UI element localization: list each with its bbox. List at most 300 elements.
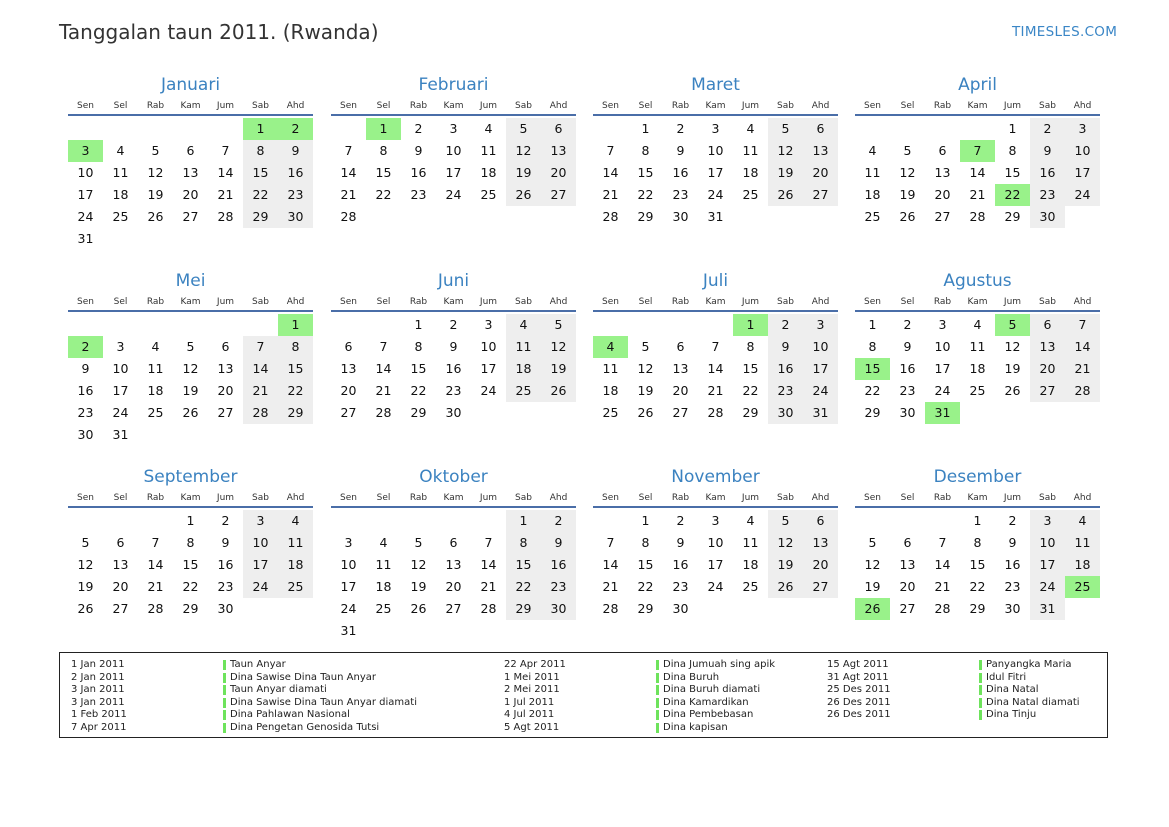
day-cell[interactable]: 9 [541, 532, 576, 554]
day-cell[interactable]: 3 [68, 140, 103, 162]
day-cell[interactable]: 17 [445, 165, 462, 180]
day-cell[interactable]: 31 [77, 231, 94, 246]
day-cell[interactable]: 25 [112, 209, 129, 224]
day-cell[interactable]: 6 [803, 118, 838, 140]
day-cell[interactable]: 1 [414, 317, 423, 332]
day-cell[interactable]: 13 [541, 140, 576, 162]
day-cell[interactable]: 28 [243, 402, 278, 424]
day-cell[interactable]: 4 [746, 513, 755, 528]
day-cell[interactable]: 7 [379, 339, 388, 354]
day-cell[interactable]: 21 [969, 187, 986, 202]
day-cell[interactable]: 22 [742, 383, 759, 398]
day-cell[interactable]: 7 [938, 535, 947, 550]
day-cell[interactable]: 19 [410, 579, 427, 594]
day-cell[interactable]: 7 [344, 143, 353, 158]
day-cell[interactable]: 13 [672, 361, 689, 376]
day-cell[interactable]: 18 [1065, 554, 1100, 576]
day-cell[interactable]: 16 [217, 557, 234, 572]
day-cell[interactable]: 12 [410, 557, 427, 572]
day-cell[interactable]: 16 [672, 557, 689, 572]
day-cell[interactable]: 26 [77, 601, 94, 616]
day-cell[interactable]: 20 [803, 162, 838, 184]
day-cell[interactable]: 23 [1030, 184, 1065, 206]
day-cell[interactable]: 8 [186, 535, 195, 550]
day-cell[interactable]: 15 [506, 554, 541, 576]
day-cell[interactable]: 22 [969, 579, 986, 594]
day-cell[interactable]: 4 [1065, 510, 1100, 532]
day-cell[interactable]: 2 [676, 513, 685, 528]
day-cell[interactable]: 25 [1065, 576, 1100, 598]
day-cell[interactable]: 6 [541, 118, 576, 140]
day-cell[interactable]: 13 [445, 557, 462, 572]
day-cell[interactable]: 14 [934, 557, 951, 572]
day-cell[interactable]: 2 [68, 336, 103, 358]
day-cell[interactable]: 13 [803, 532, 838, 554]
day-cell[interactable]: 23 [1004, 579, 1021, 594]
day-cell[interactable]: 5 [768, 118, 803, 140]
day-cell[interactable]: 6 [1030, 314, 1065, 336]
day-cell[interactable]: 13 [899, 557, 916, 572]
day-cell[interactable]: 27 [112, 601, 129, 616]
day-cell[interactable]: 28 [602, 209, 619, 224]
day-cell[interactable]: 31 [925, 402, 960, 424]
day-cell[interactable]: 20 [445, 579, 462, 594]
day-cell[interactable]: 25 [506, 380, 541, 402]
day-cell[interactable]: 15 [742, 361, 759, 376]
day-cell[interactable]: 19 [864, 579, 881, 594]
day-cell[interactable]: 3 [711, 513, 720, 528]
day-cell[interactable]: 9 [449, 339, 458, 354]
day-cell[interactable]: 4 [506, 314, 541, 336]
day-cell[interactable]: 3 [1030, 510, 1065, 532]
day-cell[interactable]: 2 [768, 314, 803, 336]
day-cell[interactable]: 22 [637, 187, 654, 202]
day-cell[interactable]: 4 [484, 121, 493, 136]
day-cell[interactable]: 21 [1065, 358, 1100, 380]
day-cell[interactable]: 25 [742, 579, 759, 594]
day-cell[interactable]: 27 [803, 576, 838, 598]
day-cell[interactable]: 30 [899, 405, 916, 420]
day-cell[interactable]: 8 [641, 535, 650, 550]
day-cell[interactable]: 17 [707, 165, 724, 180]
day-cell[interactable]: 20 [899, 579, 916, 594]
day-cell[interactable]: 27 [340, 405, 357, 420]
day-cell[interactable]: 29 [742, 405, 759, 420]
day-cell[interactable]: 24 [1065, 184, 1100, 206]
day-cell[interactable]: 22 [506, 576, 541, 598]
day-cell[interactable]: 19 [637, 383, 654, 398]
day-cell[interactable]: 29 [410, 405, 427, 420]
day-cell[interactable]: 10 [707, 143, 724, 158]
day-cell[interactable]: 30 [768, 402, 803, 424]
day-cell[interactable]: 11 [112, 165, 129, 180]
day-cell[interactable]: 29 [1004, 209, 1021, 224]
day-cell[interactable]: 10 [934, 339, 951, 354]
day-cell[interactable]: 9 [1030, 140, 1065, 162]
day-cell[interactable]: 13 [934, 165, 951, 180]
day-cell[interactable]: 1 [186, 513, 195, 528]
day-cell[interactable]: 15 [182, 557, 199, 572]
day-cell[interactable]: 12 [77, 557, 94, 572]
day-cell[interactable]: 5 [186, 339, 195, 354]
day-cell[interactable]: 20 [217, 383, 234, 398]
day-cell[interactable]: 23 [278, 184, 313, 206]
day-cell[interactable]: 18 [112, 187, 129, 202]
day-cell[interactable]: 13 [112, 557, 129, 572]
day-cell[interactable]: 26 [182, 405, 199, 420]
day-cell[interactable]: 2 [449, 317, 458, 332]
day-cell[interactable]: 6 [449, 535, 458, 550]
day-cell[interactable]: 19 [899, 187, 916, 202]
day-cell[interactable]: 22 [375, 187, 392, 202]
day-cell[interactable]: 17 [707, 557, 724, 572]
day-cell[interactable]: 10 [803, 336, 838, 358]
day-cell[interactable]: 4 [278, 510, 313, 532]
day-cell[interactable]: 23 [410, 187, 427, 202]
day-cell[interactable]: 24 [77, 209, 94, 224]
day-cell[interactable]: 29 [243, 206, 278, 228]
day-cell[interactable]: 17 [803, 358, 838, 380]
day-cell[interactable]: 13 [1030, 336, 1065, 358]
day-cell[interactable]: 17 [112, 383, 129, 398]
day-cell[interactable]: 13 [217, 361, 234, 376]
day-cell[interactable]: 3 [1065, 118, 1100, 140]
day-cell[interactable]: 19 [768, 554, 803, 576]
day-cell[interactable]: 28 [340, 209, 357, 224]
day-cell[interactable]: 26 [855, 598, 890, 620]
day-cell[interactable]: 2 [676, 121, 685, 136]
day-cell[interactable]: 22 [410, 383, 427, 398]
day-cell[interactable]: 8 [641, 143, 650, 158]
day-cell[interactable]: 31 [707, 209, 724, 224]
day-cell[interactable]: 17 [1030, 554, 1065, 576]
day-cell[interactable]: 30 [217, 601, 234, 616]
day-cell[interactable]: 20 [340, 383, 357, 398]
day-cell[interactable]: 1 [278, 314, 313, 336]
day-cell[interactable]: 19 [768, 162, 803, 184]
day-cell[interactable]: 28 [969, 209, 986, 224]
day-cell[interactable]: 7 [606, 535, 615, 550]
day-cell[interactable]: 26 [541, 380, 576, 402]
day-cell[interactable]: 19 [77, 579, 94, 594]
day-cell[interactable]: 9 [221, 535, 230, 550]
day-cell[interactable]: 9 [278, 140, 313, 162]
day-cell[interactable]: 19 [147, 187, 164, 202]
day-cell[interactable]: 30 [1004, 601, 1021, 616]
day-cell[interactable]: 2 [278, 118, 313, 140]
day-cell[interactable]: 20 [672, 383, 689, 398]
day-cell[interactable]: 28 [147, 601, 164, 616]
day-cell[interactable]: 18 [147, 383, 164, 398]
day-cell[interactable]: 8 [414, 339, 423, 354]
day-cell[interactable]: 8 [243, 140, 278, 162]
day-cell[interactable]: 22 [864, 383, 881, 398]
day-cell[interactable]: 25 [742, 187, 759, 202]
day-cell[interactable]: 10 [340, 557, 357, 572]
day-cell[interactable]: 6 [676, 339, 685, 354]
day-cell[interactable]: 8 [868, 339, 877, 354]
day-cell[interactable]: 8 [973, 535, 982, 550]
day-cell[interactable]: 2 [414, 121, 423, 136]
day-cell[interactable]: 15 [1004, 165, 1021, 180]
day-cell[interactable]: 17 [480, 361, 497, 376]
day-cell[interactable]: 10 [1065, 140, 1100, 162]
day-cell[interactable]: 30 [278, 206, 313, 228]
day-cell[interactable]: 11 [506, 336, 541, 358]
day-cell[interactable]: 19 [1004, 361, 1021, 376]
day-cell[interactable]: 3 [344, 535, 353, 550]
day-cell[interactable]: 1 [733, 314, 768, 336]
day-cell[interactable]: 8 [506, 532, 541, 554]
day-cell[interactable]: 28 [707, 405, 724, 420]
day-cell[interactable]: 18 [480, 165, 497, 180]
day-cell[interactable]: 14 [602, 165, 619, 180]
day-cell[interactable]: 6 [116, 535, 125, 550]
day-cell[interactable]: 14 [602, 557, 619, 572]
day-cell[interactable]: 14 [969, 165, 986, 180]
day-cell[interactable]: 23 [217, 579, 234, 594]
day-cell[interactable]: 7 [221, 143, 230, 158]
day-cell[interactable]: 30 [1030, 206, 1065, 228]
day-cell[interactable]: 24 [480, 383, 497, 398]
day-cell[interactable]: 16 [278, 162, 313, 184]
day-cell[interactable]: 2 [1030, 118, 1065, 140]
day-cell[interactable]: 11 [602, 361, 619, 376]
day-cell[interactable]: 18 [864, 187, 881, 202]
day-cell[interactable]: 26 [410, 601, 427, 616]
day-cell[interactable]: 25 [278, 576, 313, 598]
day-cell[interactable]: 26 [768, 576, 803, 598]
day-cell[interactable]: 20 [541, 162, 576, 184]
day-cell[interactable]: 1 [868, 317, 877, 332]
day-cell[interactable]: 18 [602, 383, 619, 398]
day-cell[interactable]: 3 [803, 314, 838, 336]
day-cell[interactable]: 18 [742, 165, 759, 180]
day-cell[interactable]: 23 [899, 383, 916, 398]
day-cell[interactable]: 5 [541, 314, 576, 336]
day-cell[interactable]: 10 [445, 143, 462, 158]
day-cell[interactable]: 15 [637, 165, 654, 180]
day-cell[interactable]: 5 [903, 143, 912, 158]
day-cell[interactable]: 29 [969, 601, 986, 616]
day-cell[interactable]: 28 [1065, 380, 1100, 402]
day-cell[interactable]: 21 [243, 380, 278, 402]
day-cell[interactable]: 20 [112, 579, 129, 594]
day-cell[interactable]: 24 [934, 383, 951, 398]
day-cell[interactable]: 12 [506, 140, 541, 162]
day-cell[interactable]: 15 [969, 557, 986, 572]
day-cell[interactable]: 7 [960, 140, 995, 162]
day-cell[interactable]: 24 [803, 380, 838, 402]
day-cell[interactable]: 26 [637, 405, 654, 420]
day-cell[interactable]: 29 [506, 598, 541, 620]
day-cell[interactable]: 7 [484, 535, 493, 550]
day-cell[interactable]: 13 [182, 165, 199, 180]
day-cell[interactable]: 5 [768, 510, 803, 532]
day-cell[interactable]: 19 [182, 383, 199, 398]
day-cell[interactable]: 11 [742, 143, 759, 158]
day-cell[interactable]: 28 [375, 405, 392, 420]
day-cell[interactable]: 10 [112, 361, 129, 376]
day-cell[interactable]: 24 [340, 601, 357, 616]
day-cell[interactable]: 1 [1008, 121, 1017, 136]
day-cell[interactable]: 16 [1004, 557, 1021, 572]
day-cell[interactable]: 1 [506, 510, 541, 532]
day-cell[interactable]: 16 [541, 554, 576, 576]
day-cell[interactable]: 11 [742, 535, 759, 550]
day-cell[interactable]: 3 [938, 317, 947, 332]
day-cell[interactable]: 29 [278, 402, 313, 424]
day-cell[interactable]: 20 [1030, 358, 1065, 380]
day-cell[interactable]: 27 [182, 209, 199, 224]
day-cell[interactable]: 24 [1030, 576, 1065, 598]
day-cell[interactable]: 27 [934, 209, 951, 224]
day-cell[interactable]: 13 [340, 361, 357, 376]
day-cell[interactable]: 15 [855, 358, 890, 380]
day-cell[interactable]: 20 [182, 187, 199, 202]
day-cell[interactable]: 21 [340, 187, 357, 202]
day-cell[interactable]: 21 [707, 383, 724, 398]
day-cell[interactable]: 24 [243, 576, 278, 598]
day-cell[interactable]: 21 [375, 383, 392, 398]
day-cell[interactable]: 18 [742, 557, 759, 572]
day-cell[interactable]: 14 [340, 165, 357, 180]
day-cell[interactable]: 8 [1008, 143, 1017, 158]
day-cell[interactable]: 22 [278, 380, 313, 402]
day-cell[interactable]: 16 [672, 165, 689, 180]
day-cell[interactable]: 21 [480, 579, 497, 594]
day-cell[interactable]: 3 [243, 510, 278, 532]
day-cell[interactable]: 10 [480, 339, 497, 354]
day-cell[interactable]: 26 [506, 184, 541, 206]
day-cell[interactable]: 25 [969, 383, 986, 398]
day-cell[interactable]: 25 [602, 405, 619, 420]
day-cell[interactable]: 27 [899, 601, 916, 616]
day-cell[interactable]: 8 [746, 339, 755, 354]
day-cell[interactable]: 27 [541, 184, 576, 206]
day-cell[interactable]: 12 [864, 557, 881, 572]
day-cell[interactable]: 11 [864, 165, 881, 180]
day-cell[interactable]: 13 [803, 140, 838, 162]
day-cell[interactable]: 11 [480, 143, 497, 158]
day-cell[interactable]: 10 [1030, 532, 1065, 554]
day-cell[interactable]: 27 [445, 601, 462, 616]
day-cell[interactable]: 12 [768, 140, 803, 162]
day-cell[interactable]: 16 [77, 383, 94, 398]
day-cell[interactable]: 14 [147, 557, 164, 572]
day-cell[interactable]: 21 [602, 579, 619, 594]
day-cell[interactable]: 30 [77, 427, 94, 442]
day-cell[interactable]: 28 [602, 601, 619, 616]
day-cell[interactable]: 15 [278, 358, 313, 380]
day-cell[interactable]: 23 [672, 579, 689, 594]
day-cell[interactable]: 19 [541, 358, 576, 380]
day-cell[interactable]: 6 [221, 339, 230, 354]
day-cell[interactable]: 29 [864, 405, 881, 420]
day-cell[interactable]: 7 [606, 143, 615, 158]
day-cell[interactable]: 18 [375, 579, 392, 594]
day-cell[interactable]: 29 [637, 601, 654, 616]
day-cell[interactable]: 21 [147, 579, 164, 594]
day-cell[interactable]: 29 [637, 209, 654, 224]
day-cell[interactable]: 3 [449, 121, 458, 136]
day-cell[interactable]: 16 [410, 165, 427, 180]
day-cell[interactable]: 25 [864, 209, 881, 224]
day-cell[interactable]: 29 [182, 601, 199, 616]
day-cell[interactable]: 18 [506, 358, 541, 380]
day-cell[interactable]: 28 [217, 209, 234, 224]
day-cell[interactable]: 6 [186, 143, 195, 158]
day-cell[interactable]: 27 [803, 184, 838, 206]
day-cell[interactable]: 30 [541, 598, 576, 620]
day-cell[interactable]: 23 [672, 187, 689, 202]
day-cell[interactable]: 15 [410, 361, 427, 376]
day-cell[interactable]: 4 [746, 121, 755, 136]
day-cell[interactable]: 7 [243, 336, 278, 358]
day-cell[interactable]: 22 [637, 579, 654, 594]
day-cell[interactable]: 9 [903, 339, 912, 354]
day-cell[interactable]: 5 [868, 535, 877, 550]
day-cell[interactable]: 4 [973, 317, 982, 332]
day-cell[interactable]: 1 [973, 513, 982, 528]
day-cell[interactable]: 23 [445, 383, 462, 398]
day-cell[interactable]: 31 [340, 623, 357, 638]
day-cell[interactable]: 12 [637, 361, 654, 376]
day-cell[interactable]: 30 [672, 209, 689, 224]
day-cell[interactable]: 27 [217, 405, 234, 420]
day-cell[interactable]: 18 [969, 361, 986, 376]
day-cell[interactable]: 9 [1008, 535, 1017, 550]
day-cell[interactable]: 2 [1008, 513, 1017, 528]
day-cell[interactable]: 25 [147, 405, 164, 420]
day-cell[interactable]: 25 [480, 187, 497, 202]
day-cell[interactable]: 9 [768, 336, 803, 358]
day-cell[interactable]: 2 [903, 317, 912, 332]
day-cell[interactable]: 17 [1065, 162, 1100, 184]
day-cell[interactable]: 4 [868, 143, 877, 158]
day-cell[interactable]: 9 [676, 143, 685, 158]
day-cell[interactable]: 17 [340, 579, 357, 594]
day-cell[interactable]: 15 [637, 557, 654, 572]
day-cell[interactable]: 17 [934, 361, 951, 376]
day-cell[interactable]: 16 [445, 361, 462, 376]
brand-link[interactable]: TIMESLES.COM [1012, 24, 1118, 40]
day-cell[interactable]: 26 [147, 209, 164, 224]
day-cell[interactable]: 16 [899, 361, 916, 376]
day-cell[interactable]: 3 [116, 339, 125, 354]
day-cell[interactable]: 4 [379, 535, 388, 550]
day-cell[interactable]: 11 [375, 557, 392, 572]
day-cell[interactable]: 5 [506, 118, 541, 140]
day-cell[interactable]: 24 [445, 187, 462, 202]
day-cell[interactable]: 24 [112, 405, 129, 420]
day-cell[interactable]: 22 [995, 184, 1030, 206]
day-cell[interactable]: 27 [672, 405, 689, 420]
day-cell[interactable]: 22 [182, 579, 199, 594]
day-cell[interactable]: 15 [375, 165, 392, 180]
day-cell[interactable]: 3 [484, 317, 493, 332]
day-cell[interactable]: 21 [934, 579, 951, 594]
day-cell[interactable]: 16 [768, 358, 803, 380]
day-cell[interactable]: 8 [379, 143, 388, 158]
day-cell[interactable]: 6 [344, 339, 353, 354]
day-cell[interactable]: 25 [375, 601, 392, 616]
day-cell[interactable]: 22 [243, 184, 278, 206]
day-cell[interactable]: 21 [602, 187, 619, 202]
day-cell[interactable]: 31 [112, 427, 129, 442]
day-cell[interactable]: 26 [1004, 383, 1021, 398]
day-cell[interactable]: 18 [278, 554, 313, 576]
